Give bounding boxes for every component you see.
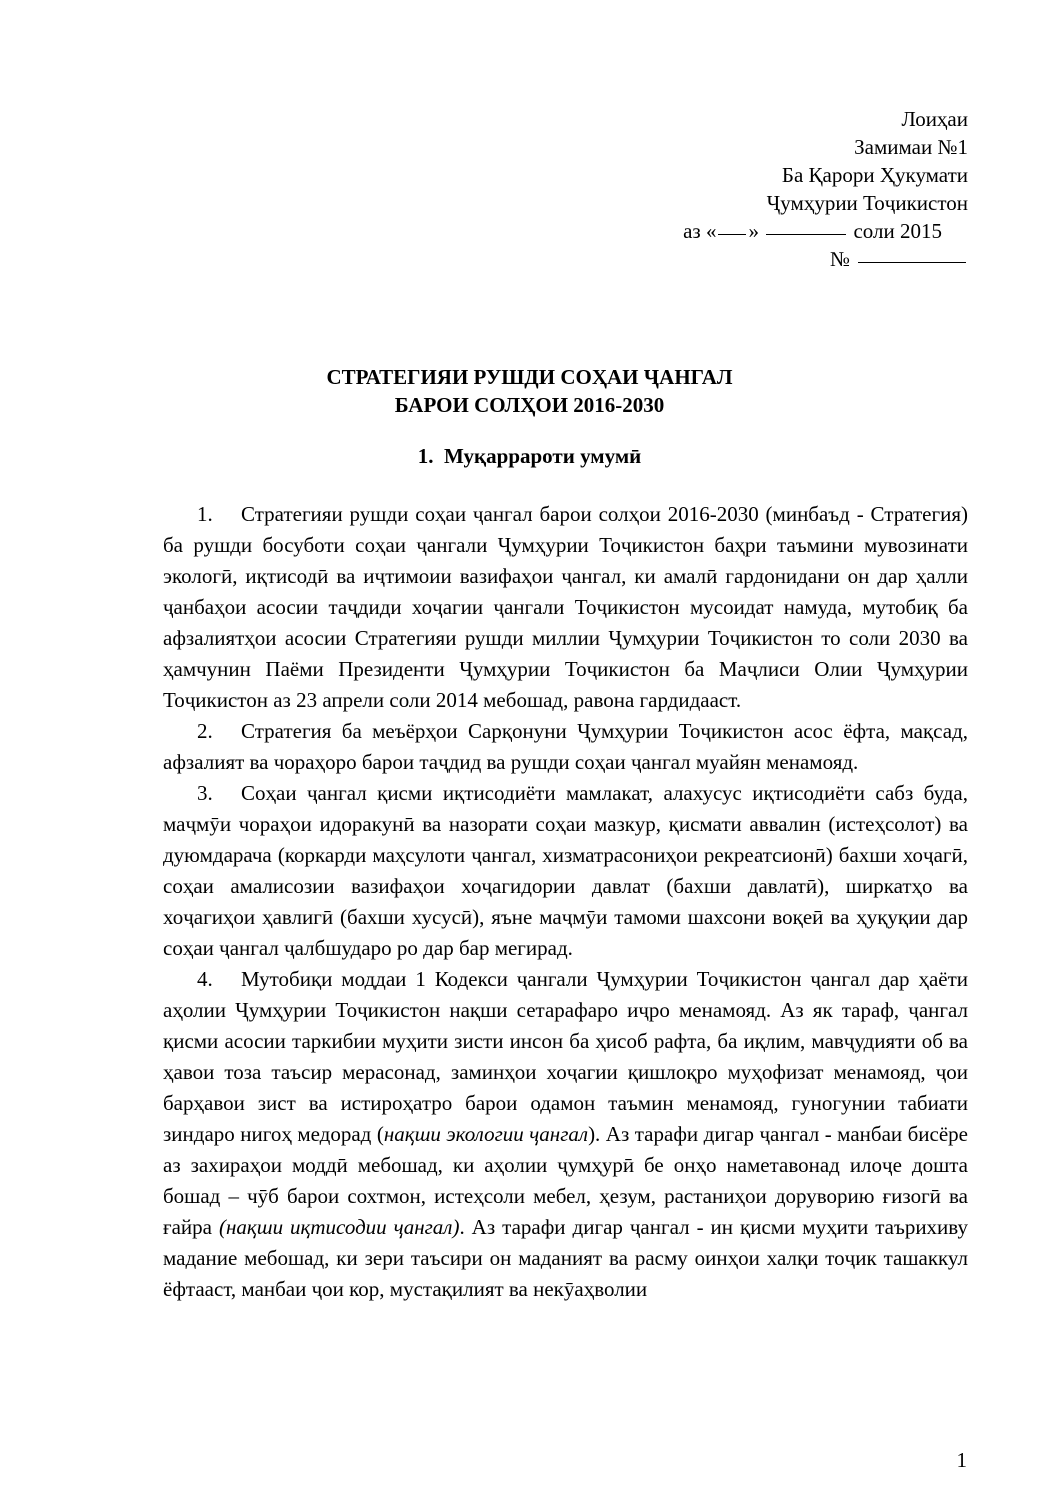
paragraph-number: 3. — [197, 781, 213, 805]
section-title: Муқаррароти умумӣ — [444, 444, 642, 468]
paragraph-text: Соҳаи ҷангал қисми иқтисодиёти мамлакат, алахусус иқтисодиёти сабз буда, маҷмӯи чораҳои идоракунӣ ва назорати соҳаи мазкур, қисмати аввалин (истеҳсолот) ва дуюмдарача (коркарди маҳсулоти ҷангал, хизматрасониҳои рекреатсионӣ) бахши хоҷагӣ, соҳаи амалисозии вазифаҳои хоҷагидории давлат (бахши давлатӣ), ширкатҳо ва хоҷагиҳои ҳавлигӣ (бахши хусусӣ), яъне маҷмӯи тамоми шахсони воқеӣ ва ҳуқуқии дар соҳаи ҷангал ҷалбшударо ро дар бар мегирад. — [163, 781, 968, 960]
paragraph-italic-term: нақши экологии ҷангал — [383, 1122, 589, 1146]
paragraph-3 — [163, 778, 968, 964]
title-line-1: СТРАТЕГИЯИ РУШДИ СОҲАИ ҶАНГАЛ — [326, 365, 733, 389]
paragraph-2 — [163, 716, 968, 778]
page-number: 1 — [956, 1448, 967, 1472]
header-draft-label: Лоиҳаи — [901, 107, 968, 131]
paragraph-1 — [163, 499, 968, 716]
paragraph-text: Мутобиқи моддаи 1 Кодекси ҷангали Ҷумҳурии Тоҷикистон ҷангал дар ҳаёти аҳолии Ҷумҳурии Тоҷикистон нақши сетарафаро иҷро менамояд. Аз як тараф, ҷангал қисми асосии таркибии муҳити зисти инсон ба ҳисоб рафта, ба иқлим, мавҷудияти об ва ҳавои тоза таъсир мерасонад, заминҳои хоҷагии қишлоқро муҳофизат менамояд, ҷои барҳавои зист ва истироҳатро барои одамон таъмин менамояд, гуногунии табиати зиндаро нигоҳ медорад ( — [163, 967, 968, 1146]
section-number: 1. — [417, 444, 434, 468]
section-heading — [0, 442, 1059, 470]
header-government-label: Ҷумҳурии Тоҷикистон — [766, 191, 968, 215]
header-date-line — [683, 217, 942, 245]
header-annex-label: Замимаи №1 — [854, 135, 968, 159]
number-blank — [858, 261, 966, 263]
paragraph-number: 2. — [197, 719, 213, 743]
paragraph-text: ). Аз тарафи дигар ҷангал - манбаи бисёре аз захираҳои моддӣ мебошад, ки аҳолии ҷумҳурӣ бе онҳо наметавонад илоҷе дошта бошад – чӯб барои сохтмон, истеҳсоли мебел, ҳезум, растаниҳои доруворию ғизогӣ ва ғайра — [163, 1122, 968, 1239]
paragraph-number: 4. — [197, 967, 213, 991]
document-title — [0, 363, 1059, 419]
header-date-prefix: аз « — [683, 219, 717, 243]
header-date-suffix: соли 2015 — [853, 219, 942, 243]
title-line-2: БАРОИ СОЛҲОИ 2016-2030 — [394, 393, 665, 417]
document-body — [163, 499, 968, 1305]
paragraph-italic-term: (нақши иқтисодии ҷангал) — [218, 1215, 460, 1239]
paragraph-number: 1. — [197, 502, 213, 526]
paragraph-text: Стратегияи рушди соҳаи ҷангал барои солҳои 2016-2030 (минбаъд - Стратегия) ба рушди босуботи соҳаи ҷангали Ҷумҳурии Тоҷикистон баҳри таъмини мувозинати экологӣ, иқтисодӣ ва иҷтимоии вазифаҳои ҷангал, ки амалӣ гардонидани он дар ҳалли ҷанбаҳои асосии таҷдиди хоҷагии ҷангали Тоҷикистон мусоидат намуда, мутобиқ ба афзалиятҳои асосии Стратегияи рушди миллии Ҷумҳурии Тоҷикистон то соли 2030 ва ҳамчунин Паёми Президенти Ҷумҳурии Тоҷикистон ба Маҷлиси Олии Ҷумҳурии Тоҷикистон аз 23 апрели соли 2014 мебошад, равона гардидааст. — [163, 502, 968, 712]
header-number-line — [683, 245, 968, 273]
header-resolution-label: Ба Қарори Ҳукумати — [781, 163, 968, 187]
header-date-mid: » — [748, 219, 759, 243]
approval-header — [683, 105, 968, 273]
paragraph-text: Стратегия ба меъёрҳои Сарқонуни Ҷумҳурии Тоҷикистон асос ёфта, мақсад, афзалият ва чораҳоро барои таҷдид ва рушди соҳаи ҷангал муайян менамояд. — [163, 719, 968, 774]
paragraph-text: . Аз тарафи дигар ҷангал - ин қисми муҳити таърихиву мадание мебошад, ки зери таъсири он маданият ва расму оинҳои халқи тоҷик ташаккул ёфтааст, манбаи ҷои кор, мустақилият ва некӯаҳволии — [163, 1215, 968, 1301]
date-day-blank — [718, 233, 746, 235]
paragraph-4 — [163, 964, 968, 1305]
date-month-blank — [766, 233, 846, 235]
header-number-label: № — [829, 247, 850, 271]
